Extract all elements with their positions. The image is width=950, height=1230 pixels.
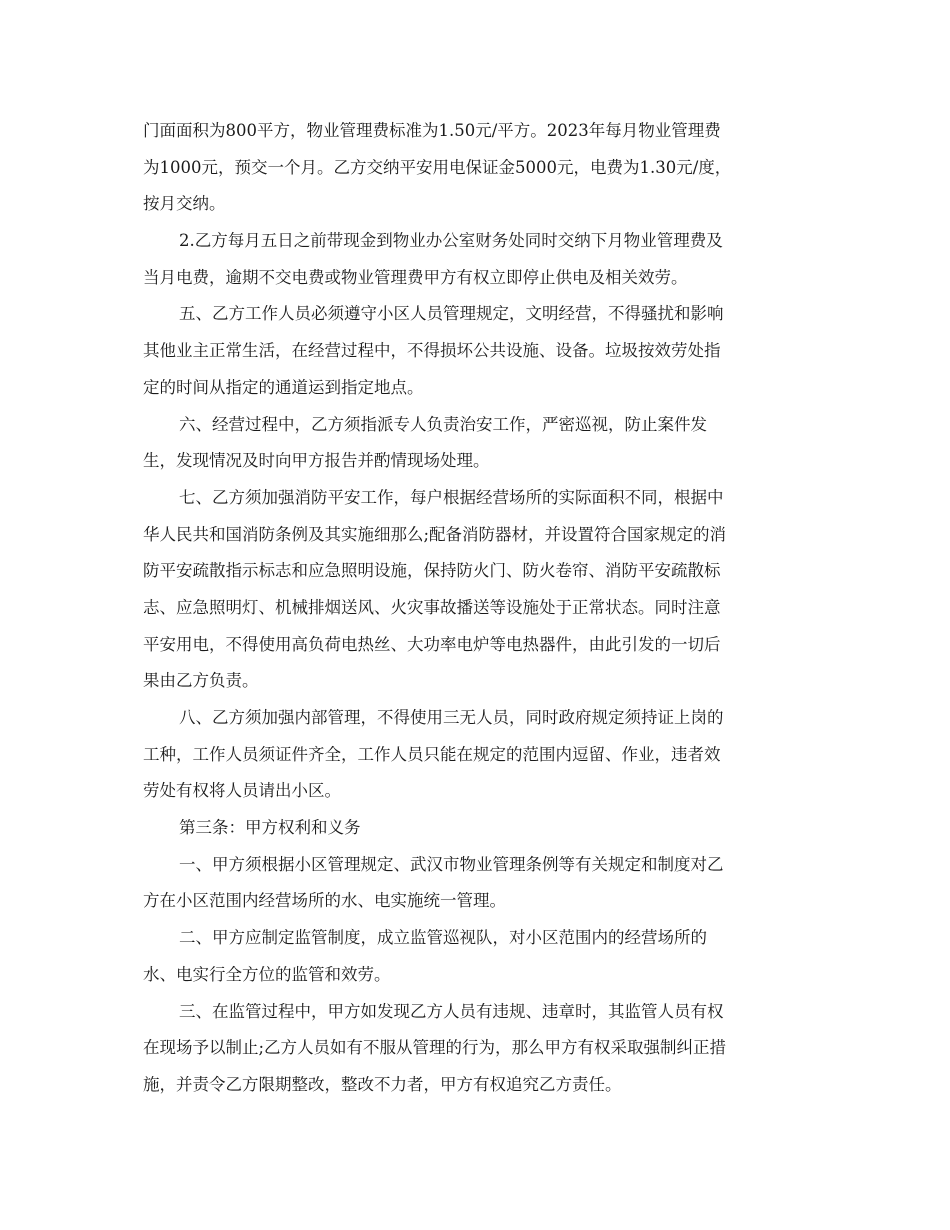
- text-line: 生，发现情况及时向甲方报告并酌情现场处理。: [143, 451, 490, 471]
- text-line: 施，并责令乙方限期整改，整改不力者，甲方有权追究乙方责任。: [143, 1074, 622, 1094]
- paragraph-clause-five: [143, 296, 813, 406]
- text-line: 劳处有权将人员请出小区。: [143, 781, 341, 801]
- text-line: 三、在监管过程中，甲方如发现乙方人员有违规、违章时，其监管人员有权: [179, 1001, 724, 1021]
- text-line: 其他业主正常生活，在经营过程中，不得损坏公共设施、设备。垃圾按效劳处指: [143, 341, 721, 361]
- text-line: 一、甲方须根据小区管理规定、武汉市物业管理条例等有关规定和制度对乙: [179, 854, 724, 874]
- text-line: 志、应急照明灯、机械排烟送风、火灾事故播送等设施处于正常状态。同时注意: [143, 597, 721, 617]
- text-line: 方在小区范围内经营场所的水、电实施统一管理。: [143, 891, 506, 911]
- paragraph-payment-deadline: [143, 223, 813, 296]
- text-line: 工种，工作人员须证件齐全，工作人员只能在规定的范围内逗留、作业，违者效: [143, 744, 721, 764]
- paragraph-party-a-three: [143, 994, 813, 1104]
- section-heading: 第三条：甲方权利和义务: [179, 818, 361, 838]
- text-line: 二、甲方应制定监管制度，成立监管巡视队，对小区范围内的经营场所的: [179, 928, 707, 948]
- text-line: 华人民共和国消防条例及其实施细那么;配备消防器材，并设置符合国家规定的消: [143, 524, 727, 544]
- text-line: 按月交纳。: [143, 194, 226, 214]
- text-line: 在现场予以制止;乙方人员如有不服从管理的行为，那么甲方有权采取强制纠正措: [143, 1038, 727, 1058]
- paragraph-clause-six: [143, 407, 813, 480]
- text-line: 平安用电，不得使用高负荷电热丝、大功率电炉等电热器件，由此引发的一切后: [143, 634, 721, 654]
- text-line: 六、经营过程中，乙方须指派专人负责治安工作，严密巡视，防止案件发: [179, 414, 707, 434]
- paragraph-party-a-one: [143, 847, 813, 920]
- section-heading-article-three: [143, 810, 813, 847]
- text-line: 七、乙方须加强消防平安工作，每户根据经营场所的实际面积不同，根据中: [179, 487, 724, 507]
- text-line: 防平安疏散指示标志和应急照明设施，保持防火门、防火卷帘、消防平安疏散标: [143, 561, 721, 581]
- text-line: 五、乙方工作人员必须遵守小区人员管理规定，文明经营，不得骚扰和影响: [179, 304, 724, 324]
- paragraph-clause-seven: [143, 480, 813, 700]
- text-line: 果由乙方负责。: [143, 671, 259, 691]
- paragraph-party-a-two: [143, 920, 813, 993]
- paragraph-clause-eight: [143, 700, 813, 810]
- text-line: 当月电费，逾期不交电费或物业管理费甲方有权立即停止供电及相关效劳。: [143, 267, 688, 287]
- text-line: 为1000元，预交一个月。乙方交纳平安用电保证金5000元，电费为1.30元/度，: [143, 157, 732, 177]
- text-line: 门面面积为800平方，物业管理费标准为1.50元/平方。2023年每月物业管理费: [143, 121, 721, 140]
- paragraph-fee-standard: [143, 113, 813, 223]
- document-body: [143, 113, 813, 1104]
- text-line: 水、电实行全方位的监管和效劳。: [143, 964, 391, 984]
- text-line: 八、乙方须加强内部管理，不得使用三无人员，同时政府规定须持证上岗的: [179, 708, 724, 727]
- text-line: 定的时间从指定的通道运到指定地点。: [143, 377, 424, 397]
- text-line: 2.乙方每月五日之前带现金到物业办公室财务处同时交纳下月物业管理费及: [179, 231, 723, 251]
